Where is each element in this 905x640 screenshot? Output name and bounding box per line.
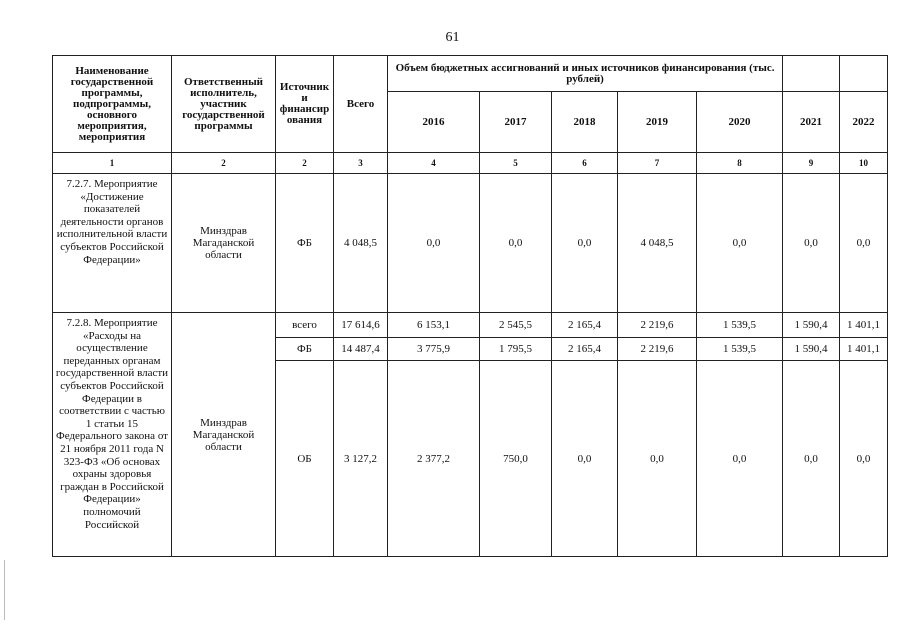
value-cell: 2 219,6 <box>618 313 697 338</box>
source-cell: ОБ <box>276 361 334 557</box>
value-cell: 6 153,1 <box>388 313 480 338</box>
column-number: 9 <box>783 153 840 174</box>
value-cell: 1 590,4 <box>783 313 840 338</box>
column-number: 1 <box>53 153 172 174</box>
value-cell: 2 219,6 <box>618 338 697 361</box>
column-number: 3 <box>334 153 388 174</box>
value-cell: 0,0 <box>552 174 618 313</box>
value-cell: 0,0 <box>783 174 840 313</box>
page-number: 61 <box>445 30 460 45</box>
value-cell: 0,0 <box>783 361 840 557</box>
header-program-name: Наименование государственной программы, подпрограммы, основного мероприятия, мероприятия <box>53 56 172 153</box>
header-volume: Объем бюджетных ассигнований и иных источников финансирования (тыс. рублей) <box>388 56 783 92</box>
value-cell: 1 795,5 <box>480 338 552 361</box>
measure-name: 7.2.8. Мероприятие «Расходы на осуществление переданных органам государственной власти субъектов Российской Федерации в соответствии с частью 1 статьи 15 Федерального закона от 21 ноября 2011 года N 323-ФЗ «Об основах охраны здоровья граждан в Российской Федерации» полномочий Российской <box>53 313 172 557</box>
scan-margin-line <box>4 560 5 620</box>
header-year: 2019 <box>618 92 697 153</box>
column-number: 4 <box>388 153 480 174</box>
total-cell: 3 127,2 <box>334 361 388 557</box>
value-cell: 1 401,1 <box>840 338 888 361</box>
table-row <box>53 313 888 338</box>
header-year: 2016 <box>388 92 480 153</box>
source-cell: всего <box>276 313 334 338</box>
header-year: 2018 <box>552 92 618 153</box>
value-cell: 0,0 <box>618 361 697 557</box>
value-cell: 0,0 <box>480 174 552 313</box>
header-year: 2021 <box>783 92 840 153</box>
column-number-row <box>53 153 888 174</box>
value-cell: 1 539,5 <box>697 338 783 361</box>
header-blank-cell <box>783 56 840 92</box>
source-cell: ФБ <box>276 338 334 361</box>
column-number: 6 <box>552 153 618 174</box>
value-cell: 750,0 <box>480 361 552 557</box>
column-number: 2 <box>276 153 334 174</box>
total-cell: 17 614,6 <box>334 313 388 338</box>
header-year: 2020 <box>697 92 783 153</box>
financing-table <box>52 55 888 557</box>
value-cell: 0,0 <box>552 361 618 557</box>
header-source: Источник и финансир ования <box>276 56 334 153</box>
value-cell: 2 377,2 <box>388 361 480 557</box>
value-cell: 2 165,4 <box>552 313 618 338</box>
executor-name: Минздрав Магаданской области <box>172 313 276 557</box>
header-total: Всего <box>334 56 388 153</box>
measure-name: 7.2.7. Мероприятие «Достижение показателей деятельности органов исполнительной власти субъектов Российской Федерации» <box>53 174 172 313</box>
value-cell: 2 165,4 <box>552 338 618 361</box>
total-cell: 4 048,5 <box>334 174 388 313</box>
value-cell: 1 401,1 <box>840 313 888 338</box>
column-number: 5 <box>480 153 552 174</box>
source-cell: ФБ <box>276 174 334 313</box>
value-cell: 1 539,5 <box>697 313 783 338</box>
total-cell: 14 487,4 <box>334 338 388 361</box>
value-cell: 2 545,5 <box>480 313 552 338</box>
column-number: 2 <box>172 153 276 174</box>
value-cell: 3 775,9 <box>388 338 480 361</box>
column-number: 7 <box>618 153 697 174</box>
column-number: 10 <box>840 153 888 174</box>
value-cell: 0,0 <box>840 174 888 313</box>
column-number: 8 <box>697 153 783 174</box>
value-cell: 0,0 <box>697 174 783 313</box>
value-cell: 1 590,4 <box>783 338 840 361</box>
table-row <box>53 174 888 313</box>
header-blank-cell <box>840 56 888 92</box>
header-year: 2017 <box>480 92 552 153</box>
value-cell: 0,0 <box>840 361 888 557</box>
value-cell: 0,0 <box>697 361 783 557</box>
value-cell: 0,0 <box>388 174 480 313</box>
value-cell: 4 048,5 <box>618 174 697 313</box>
executor-name: Минздрав Магаданской области <box>172 174 276 313</box>
header-year: 2022 <box>840 92 888 153</box>
header-executor: Ответственный исполнитель, участник государственной программы <box>172 56 276 153</box>
